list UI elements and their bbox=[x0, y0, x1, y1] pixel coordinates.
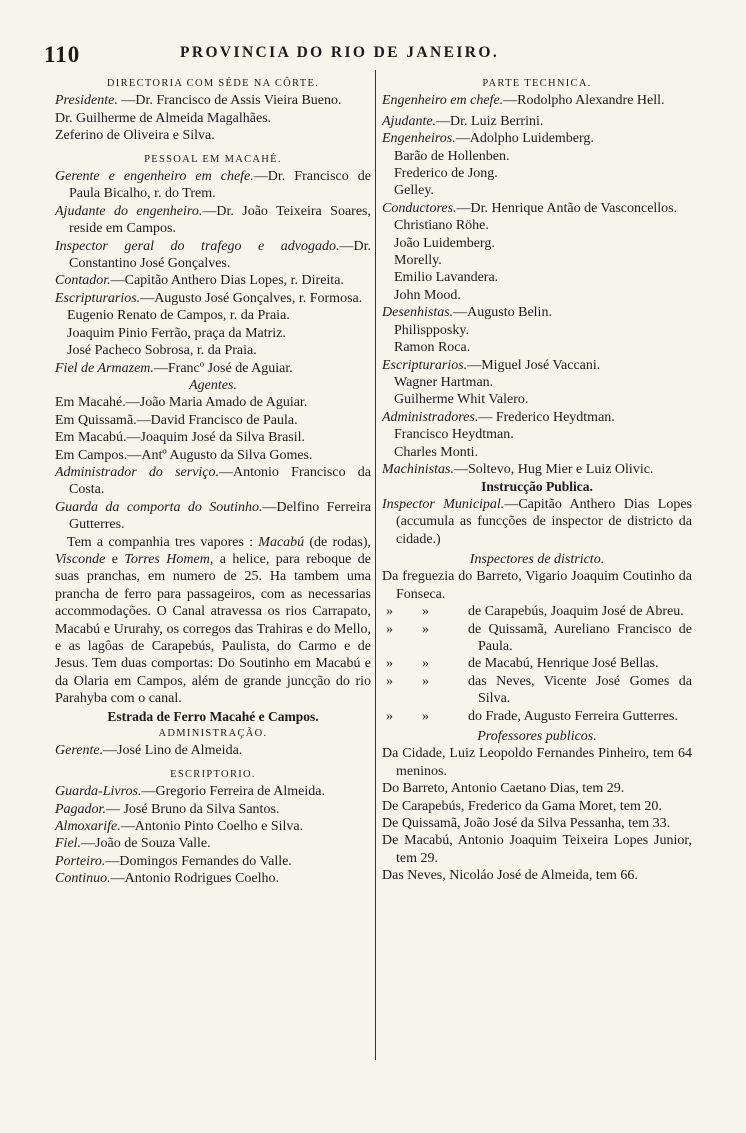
directoria-member: Dr. Guilherme de Almeida Magalhães. bbox=[55, 110, 272, 126]
role-label: Fiel de Armazem. bbox=[55, 360, 154, 376]
role-label: Contador. bbox=[55, 273, 111, 289]
pessoal-gerente bbox=[55, 168, 371, 203]
parte-conductores bbox=[382, 200, 692, 217]
district-entry bbox=[382, 673, 692, 708]
role-label: Engenheiros. bbox=[382, 131, 456, 147]
parte-conductor: João Luidemberg. bbox=[394, 235, 495, 251]
left-column bbox=[55, 75, 371, 888]
estrada-guarda-livros bbox=[55, 783, 371, 800]
entry-text: —Soltevo, Hug Mier e Luiz Olivic. bbox=[453, 461, 654, 477]
parte-engenheiro: Barão de Hollenben. bbox=[394, 148, 510, 164]
page-number: 110 bbox=[44, 42, 81, 67]
agente-entry: Em Campos.—Antº Augusto da Silva Gomes. bbox=[55, 447, 313, 463]
pessoal-guarda bbox=[55, 499, 371, 534]
district-text: das Neves, Vicente José Gomes da Silva. bbox=[468, 673, 692, 707]
districts-heading: Inspectores de districto. bbox=[469, 551, 605, 567]
district-text: de Carapebús, Joaquim José de Abreu. bbox=[468, 604, 684, 620]
entry-text: — Frederico Heydtman. bbox=[478, 409, 615, 425]
entry-text: —Augusto José Gonçalves, r. Formosa. bbox=[140, 290, 363, 306]
companhia-paragraph: Tem a companhia tres vapores : Macabú (de rodas), Visconde e Torres Homem, a helice, para reboque de suas pranchas, em numero de 25. Ha tambem uma prancha de ferro para passageiros, com as necessarias accommodações. O Canal atravessa os rios Carrapato, Macabú e Ururahy, os corregos das Trahiras e do Mello, e as lagôas de Carapebús, Paulista, do Carmo e de Jesus. Tem duas comportas: Do Soutinho em Macabú e da Olaria em Campos, além de grande juncção do rio Parahyba com o canal. bbox=[55, 534, 371, 707]
parte-conductor: Morelly. bbox=[394, 253, 442, 269]
parte-engenheiro: Frederico de Jong. bbox=[394, 166, 498, 182]
parte-escripturarios bbox=[382, 357, 692, 374]
pessoal-fiel bbox=[55, 360, 371, 377]
agente-entry: Em Quissamã.—David Francisco de Paula. bbox=[55, 412, 298, 428]
ditto-mark: » bbox=[386, 708, 393, 724]
directoria-heading: DIRECTORIA COM SÉDE NA CÔRTE. bbox=[106, 78, 320, 89]
district-text: do Frade, Augusto Ferreira Gutterres. bbox=[468, 708, 678, 724]
professor-entry: De Carapebús, Frederico da Gama Moret, tem 20. bbox=[382, 798, 662, 814]
parte-technica-heading: PARTE TECHNICA. bbox=[482, 78, 592, 89]
pessoal-escripturario: Eugenio Renato de Campos, r. da Praia. bbox=[67, 308, 290, 324]
directoria-president bbox=[55, 92, 371, 109]
role-label: Ajudante do engenheiro. bbox=[55, 203, 203, 219]
parte-desenhista: Ramon Roca. bbox=[394, 340, 471, 356]
agente-entry: Em Macabú.—Joaquim José da Silva Brasil. bbox=[55, 430, 306, 446]
estrada-porteiro bbox=[55, 853, 371, 870]
escriptorio-heading: ESCRIPTORIO. bbox=[170, 768, 256, 780]
entry-text: —Dr. João Teixeira Soares, reside em Campos. bbox=[69, 203, 371, 237]
entry-text: —Dr. Henrique Antão de Vasconcellos. bbox=[456, 200, 678, 216]
entry-text: —Capitão Anthero Dias Lopes, r. Direita. bbox=[110, 273, 344, 289]
district-text: de Macabú, Henrique José Bellas. bbox=[468, 656, 659, 672]
role-label: Ajudante. bbox=[382, 113, 437, 129]
entry-text: —João de Souza Valle. bbox=[81, 836, 211, 852]
pessoal-ajudante bbox=[55, 203, 371, 238]
role-label: Administradores. bbox=[382, 409, 479, 425]
parte-conductor: John Mood. bbox=[394, 287, 461, 303]
district-entry bbox=[382, 655, 692, 672]
estrada-almoxarife bbox=[55, 818, 371, 835]
entry-text: —Antonio Rodrigues Coelho. bbox=[110, 871, 280, 887]
parte-ajudante bbox=[382, 113, 692, 130]
pessoal-contador bbox=[55, 272, 371, 289]
instrucao-heading: Instrucção Publica. bbox=[481, 479, 593, 495]
entry-text: —Adolpho Luidemberg. bbox=[455, 131, 594, 147]
district-entry bbox=[382, 621, 692, 656]
ditto-mark: » bbox=[422, 604, 429, 620]
role-label: Machinistas. bbox=[382, 461, 454, 477]
agente-entry: Em Macahé.—João Maria Amado de Aguiar. bbox=[55, 395, 308, 411]
parte-machinistas bbox=[382, 461, 692, 478]
ditto-mark: » bbox=[422, 621, 429, 637]
role-label: Engenheiro em chefe. bbox=[382, 93, 504, 109]
pessoal-escripturarios bbox=[55, 290, 371, 307]
column-divider bbox=[375, 70, 376, 1060]
parte-engenheiros bbox=[382, 130, 692, 147]
ditto-mark: » bbox=[386, 604, 393, 620]
ditto-mark: » bbox=[386, 673, 393, 689]
ditto-mark: » bbox=[422, 673, 429, 689]
entry-text: —Gregorio Ferreira de Almeida. bbox=[141, 784, 325, 800]
role-label: Porteiro. bbox=[55, 853, 106, 869]
parte-administrador: Charles Monti. bbox=[394, 444, 478, 460]
role-label: Gerente e engenheiro em chefe. bbox=[55, 169, 254, 185]
professor-entry: Da Cidade, Luiz Leopoldo Fernandes Pinheiro, tem 64 meninos. bbox=[382, 746, 692, 779]
pessoal-escripturario: José Pacheco Sobrosa, r. da Praia. bbox=[67, 343, 257, 359]
right-column bbox=[382, 75, 692, 885]
estrada-continuo bbox=[55, 870, 371, 887]
estrada-pagador bbox=[55, 801, 371, 818]
entry-text: —Miguel José Vaccani. bbox=[467, 357, 601, 373]
role-label: Escripturarios. bbox=[382, 357, 468, 373]
ditto-mark: » bbox=[386, 621, 393, 637]
ditto-mark: » bbox=[422, 656, 429, 672]
professor-entry: Do Barreto, Antonio Caetano Dias, tem 29. bbox=[382, 781, 625, 797]
pessoal-inspector bbox=[55, 238, 371, 273]
parte-escripturario: Wagner Hartman. bbox=[394, 374, 494, 390]
role-label: Guarda da comporta do Soutinho. bbox=[55, 499, 263, 515]
role-label: Guarda-Livros. bbox=[55, 784, 142, 800]
district-entry: Da freguezia do Barreto, Vigario Joaquim Coutinho da Fonseca. bbox=[382, 569, 692, 602]
role-label: Almoxarife. bbox=[55, 819, 121, 835]
entry-text: —Rodolpho Alexandre Hell. bbox=[503, 93, 665, 109]
role-label: Desenhistas. bbox=[382, 305, 454, 321]
role-label: Inspector geral do trafego e advogado. bbox=[55, 238, 340, 254]
pessoal-administrador bbox=[55, 464, 371, 499]
role-label: Gerente. bbox=[55, 743, 104, 759]
entry-text: —Delfino Ferreira Gutterres. bbox=[69, 499, 371, 533]
administracao-heading: ADMINISTRAÇÃO. bbox=[158, 728, 268, 740]
parte-administrador: Francisco Heydtman. bbox=[394, 427, 514, 443]
parte-administradores bbox=[382, 409, 692, 426]
parte-escripturario: Guilherme Whit Valero. bbox=[394, 392, 529, 408]
district-entry bbox=[382, 603, 692, 620]
professor-entry: De Macabú, Antonio Joaquim Teixeira Lopes Junior, tem 29. bbox=[382, 833, 692, 866]
agentes-heading: Agentes. bbox=[189, 377, 237, 393]
ditto-mark: » bbox=[386, 656, 393, 672]
instrucao-inspector bbox=[382, 496, 692, 548]
parte-desenhista: Philispposky. bbox=[394, 322, 469, 338]
parte-engenheiro: Gelley. bbox=[394, 183, 434, 199]
estrada-fiel bbox=[55, 835, 371, 852]
district-text: de Quissamã, Aureliano Francisco de Paula. bbox=[468, 621, 692, 654]
parte-eng-chefe bbox=[382, 92, 692, 109]
role-label: Presidente. bbox=[55, 93, 118, 109]
estrada-gerente bbox=[55, 742, 371, 759]
estrada-heading: Estrada de Ferro Macahé e Campos. bbox=[107, 708, 319, 724]
role-label: Escripturarios. bbox=[55, 290, 141, 306]
role-label: Pagador. bbox=[55, 801, 106, 817]
entry-text: — José Bruno da Silva Santos. bbox=[105, 801, 280, 817]
parte-conductor: Christiano Röhe. bbox=[394, 218, 489, 234]
entry-text: —Augusto Belin. bbox=[453, 305, 552, 321]
role-label: Continuo. bbox=[55, 871, 111, 887]
entry-text: —Antonio Pinto Coelho e Silva. bbox=[120, 819, 304, 835]
ditto-mark: » bbox=[422, 708, 429, 724]
pessoal-escripturario: Joaquim Pinio Ferrão, praça da Matriz. bbox=[67, 325, 286, 341]
entry-text: —Dr. Francisco de Paula Bicalho, r. do Trem. bbox=[69, 169, 371, 202]
role-label: Administrador do serviço. bbox=[55, 464, 220, 480]
entry-text: —Domingos Fernandes do Valle. bbox=[105, 853, 292, 869]
professor-entry: Das Neves, Nicoláo José de Almeida, tem 66. bbox=[382, 868, 638, 884]
role-label: Conductores. bbox=[382, 200, 457, 216]
role-label: Fiel. bbox=[55, 836, 82, 852]
entry-text: —José Lino de Almeida. bbox=[103, 743, 243, 759]
entry-text: —Dr. Constantino José Gonçalves. bbox=[69, 238, 371, 272]
professores-heading: Professores publicos. bbox=[477, 729, 597, 745]
pessoal-heading: PESSOAL EM MACAHÉ. bbox=[144, 153, 282, 165]
district-entry bbox=[382, 708, 692, 725]
directoria-member: Zeferino de Oliveira e Silva. bbox=[55, 128, 215, 144]
professor-entry: De Quissamã, João José da Silva Pessanha, tem 33. bbox=[382, 816, 671, 832]
role-label: Inspector Municipal. bbox=[382, 496, 505, 512]
entry-text: —Capitão Anthero Dias Lopes (accumula as funcções de inspector de districto da cidade.) bbox=[396, 496, 692, 547]
parte-conductor: Emilio Lavandera. bbox=[394, 270, 499, 286]
entry-text: —Antonio Francisco da Costa. bbox=[69, 464, 372, 498]
running-header: PROVINCIA DO RIO DE JANEIRO. bbox=[180, 44, 500, 61]
entry-text: —Francº José de Aguiar. bbox=[153, 360, 293, 376]
entry-text: —Dr. Francisco de Assis Vieira Bueno. bbox=[121, 93, 342, 109]
entry-text: —Dr. Luiz Berrini. bbox=[436, 113, 544, 129]
parte-desenhistas bbox=[382, 304, 692, 321]
